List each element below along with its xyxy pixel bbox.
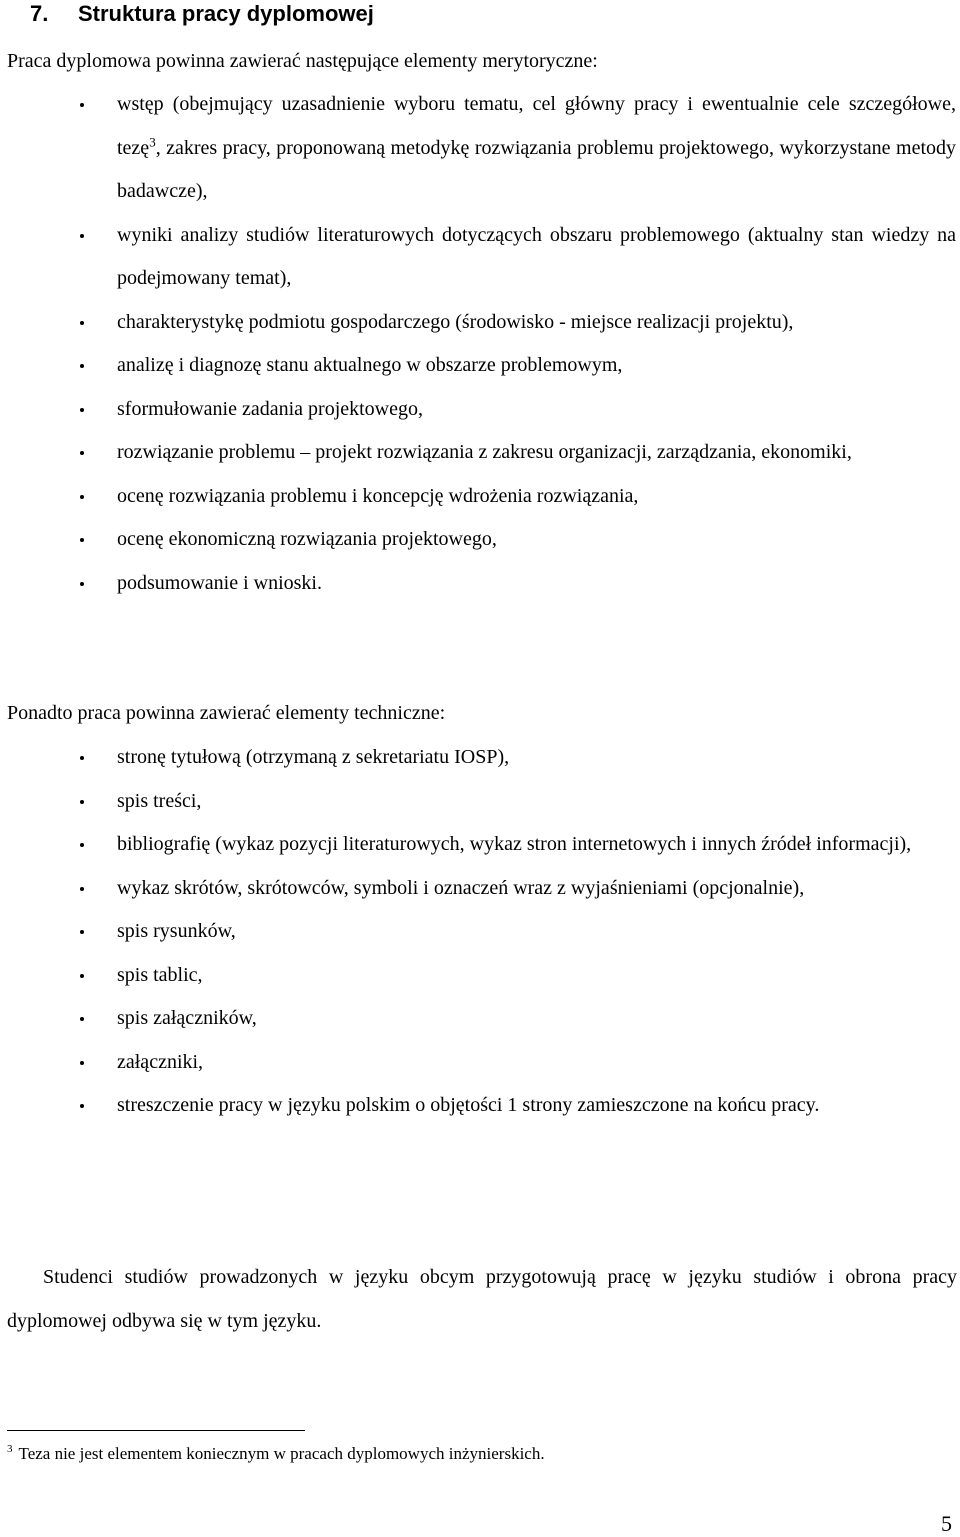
section-title: Struktura pracy dyplomowej xyxy=(78,1,374,26)
footnote-marker: 3 xyxy=(7,1443,13,1456)
list-item: streszczenie pracy w języku polskim o objętości 1 strony zamieszczone na końcu pracy. xyxy=(0,1084,958,1128)
list-item: bibliografię (wykaz pozycji literaturowych, wykaz stron internetowych i innych źródeł informacji), xyxy=(0,823,958,867)
intro-technical: Ponadto praca powinna zawierać elementy techniczne: xyxy=(7,702,446,724)
closing-paragraph: Studenci studiów prowadzonych w języku obcym przygotowują pracę w języku studiów i obrona pracy dyplomowej odbywa się w tym języku. xyxy=(7,1266,957,1332)
list-item: sformułowanie zadania projektowego, xyxy=(0,388,958,432)
intro-substantive: Praca dyplomowa powinna zawierać następujące elementy merytoryczne: xyxy=(7,50,598,72)
list-item: podsumowanie i wnioski. xyxy=(0,562,958,606)
list-item: spis tablic, xyxy=(0,954,958,998)
list-item: stronę tytułową (otrzymaną z sekretariatu IOSP), xyxy=(0,736,958,780)
list-item: analizę i diagnozę stanu aktualnego w obszarze problemowym, xyxy=(0,344,958,388)
technical-list xyxy=(0,736,958,1128)
list-item: wyniki analizy studiów literaturowych dotyczących obszaru problemowego (aktualny stan wiedzy na podejmowany temat), xyxy=(0,214,958,301)
section-heading xyxy=(30,1,374,27)
list-item: rozwiązanie problemu – projekt rozwiązania z zakresu organizacji, zarządzania, ekonomiki, xyxy=(0,431,958,475)
page-number: 5 xyxy=(941,1511,952,1536)
substantive-list xyxy=(0,83,958,605)
footnote xyxy=(7,1440,545,1468)
list-item: ocenę rozwiązania problemu i koncepcję wdrożenia rozwiązania, xyxy=(0,475,958,519)
footnote-reference: 3 xyxy=(149,133,156,149)
section-number: 7. xyxy=(30,1,49,26)
list-item: ocenę ekonomiczną rozwiązania projektowego, xyxy=(0,518,958,562)
list-item: spis treści, xyxy=(0,780,958,824)
list-item: spis rysunków, xyxy=(0,910,958,954)
list-item: załączniki, xyxy=(0,1041,958,1085)
list-item: spis załączników, xyxy=(0,997,958,1041)
footnote-text: Teza nie jest elementem koniecznym w pracach dyplomowych inżynierskich. xyxy=(18,1444,545,1463)
list-item: charakterystykę podmiotu gospodarczego (środowisko - miejsce realizacji projektu), xyxy=(0,301,958,345)
footnote-separator xyxy=(7,1430,305,1431)
list-item: wstęp (obejmujący uzasadnienie wyboru tematu, cel główny pracy i ewentualnie cele szczegółowe, tezę$^3$, zakres pracy, proponowaną metodykę rozwiązania problemu projektowego, wykorzystane metody badawcze), xyxy=(0,83,958,214)
list-item: wykaz skrótów, skrótowców, symboli i oznaczeń wraz z wyjaśnieniami (opcjonalnie), xyxy=(0,867,958,911)
